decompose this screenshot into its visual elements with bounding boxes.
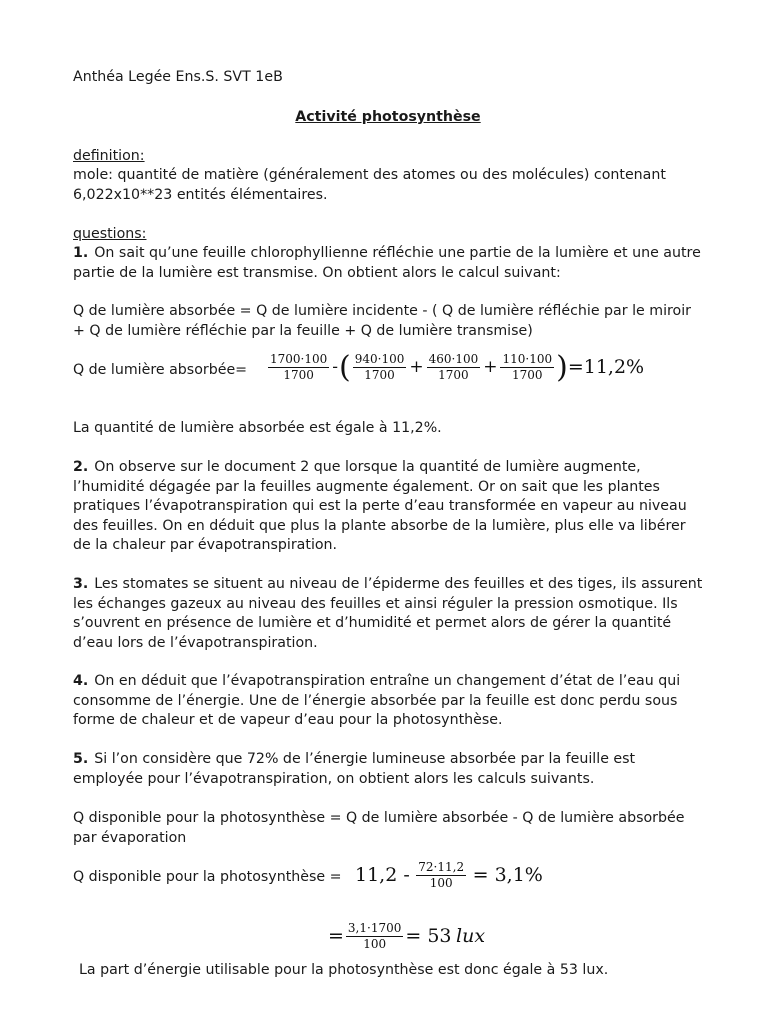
- plus-sign: +: [483, 356, 498, 377]
- page-title: Activité photosynthèse: [295, 109, 481, 125]
- question-2: [73, 458, 703, 556]
- plus-sign: +: [409, 356, 424, 377]
- question-4-number: 4.: [73, 673, 89, 689]
- question-5: [73, 750, 703, 789]
- definition-text: mole: quantité de matière (généralement des atomes ou des molécules) contenant 6,022x10**23 entités élémentaires.: [73, 167, 666, 203]
- fraction-mirror: $\frac{940\cdot 100}{1700}$: [354, 352, 405, 382]
- fraction-leaf: $\frac{460\cdot 100}{1700}$: [428, 352, 479, 382]
- open-paren: (: [339, 349, 351, 385]
- calc1-lhs: 11,2 -: [355, 863, 410, 886]
- question-1: [73, 244, 703, 283]
- equals-sign: =: [328, 924, 344, 947]
- question-2-number: 2.: [73, 459, 89, 475]
- question-3-number: 3.: [73, 576, 89, 592]
- question-1-conclusion: La quantité de lumière absorbée est égale à 11,2%.: [73, 420, 442, 436]
- question-5-calc-label: Q disponible pour la photosynthèse =: [73, 869, 342, 885]
- definition-heading: definition:: [73, 148, 145, 164]
- fraction-lux: $\frac{3,1\cdot 1700}{100}$: [347, 921, 402, 951]
- close-paren: ): [556, 349, 568, 385]
- author-line: Anthéa Legée Ens.S. SVT 1eB: [73, 69, 283, 85]
- question-5-equation-2: [328, 921, 485, 952]
- question-5-equation-1: [355, 860, 543, 891]
- question-1-number: 1.: [73, 245, 89, 261]
- question-5-formula: Q disponible pour la photosynthèse = Q de lumière absorbée - Q de lumière absorbée par évaporation: [73, 810, 685, 846]
- question-1-equation: [266, 349, 645, 385]
- question-3-text: Les stomates se situent au niveau de l’épiderme des feuilles et des tiges, ils assurent les échanges gazeux au niveau des feuilles et ainsi réguler la pression osmotique. Ils s’ouvrent en présence de lumière et d’humidité et permet alors de gérer la quantité d’eau lors de l’évapotranspiration.: [73, 576, 703, 651]
- minus-sign: -: [332, 356, 339, 377]
- question-5-text: Si l’on considère que 72% de l’énergie lumineuse absorbée par la feuille est employée pour l’évapotranspiration, on obtient alors les calculs suivants.: [73, 751, 636, 787]
- question-5-number: 5.: [73, 751, 89, 767]
- result-lux: = 53: [405, 924, 452, 947]
- question-1-formula: Q de lumière absorbée = Q de lumière incidente - ( Q de lumière réfléchie par le miroir + Q de lumière réfléchie par la feuille + Q de lumière transmise): [73, 303, 692, 339]
- question-5-conclusion: La part d’énergie utilisable pour la photosynthèse est donc égale à 53 lux.: [79, 962, 609, 978]
- questions-heading: questions:: [73, 226, 147, 242]
- question-4: [73, 672, 703, 731]
- unit-lux: lux: [456, 924, 486, 947]
- fraction-evaporation: $\frac{72\cdot 11,2}{100}$: [418, 860, 465, 890]
- question-1-calc-label: Q de lumière absorbée=: [73, 362, 248, 378]
- question-3: [73, 575, 703, 653]
- fraction-incident: $\frac{1700\cdot 100}{1700}$: [270, 352, 328, 382]
- question-1-text: On sait qu’une feuille chlorophyllienne réfléchie une partie de la lumière et une autre partie de la lumière est transmise. On obtient alors le calcul suivant:: [73, 245, 701, 281]
- question-4-text: On en déduit que l’évapotranspiration entraîne un changement d’état de l’eau qui consomme de l’énergie. Une de l’énergie absorbée par la feuille est donc perdu sous forme de chaleur et de vapeur d’eau pour la photosynthèse.: [73, 673, 681, 728]
- fraction-transmitted: $\frac{110\cdot 100}{1700}$: [502, 352, 553, 382]
- result-available: = 3,1%: [472, 863, 543, 886]
- question-2-text: On observe sur le document 2 que lorsque la quantité de lumière augmente, l’humidité dégagée par la feuilles augmente également. Or on sait que les plantes pratiques l’évapotranspiration qui est la perte d’eau transformée en vapeur au niveau des feuilles. On en déduit que plus la plante absorbe de la lumière, plus elle va libérer de la chaleur par évapotranspiration.: [73, 459, 687, 553]
- result-absorbed: =11,2%: [567, 355, 645, 378]
